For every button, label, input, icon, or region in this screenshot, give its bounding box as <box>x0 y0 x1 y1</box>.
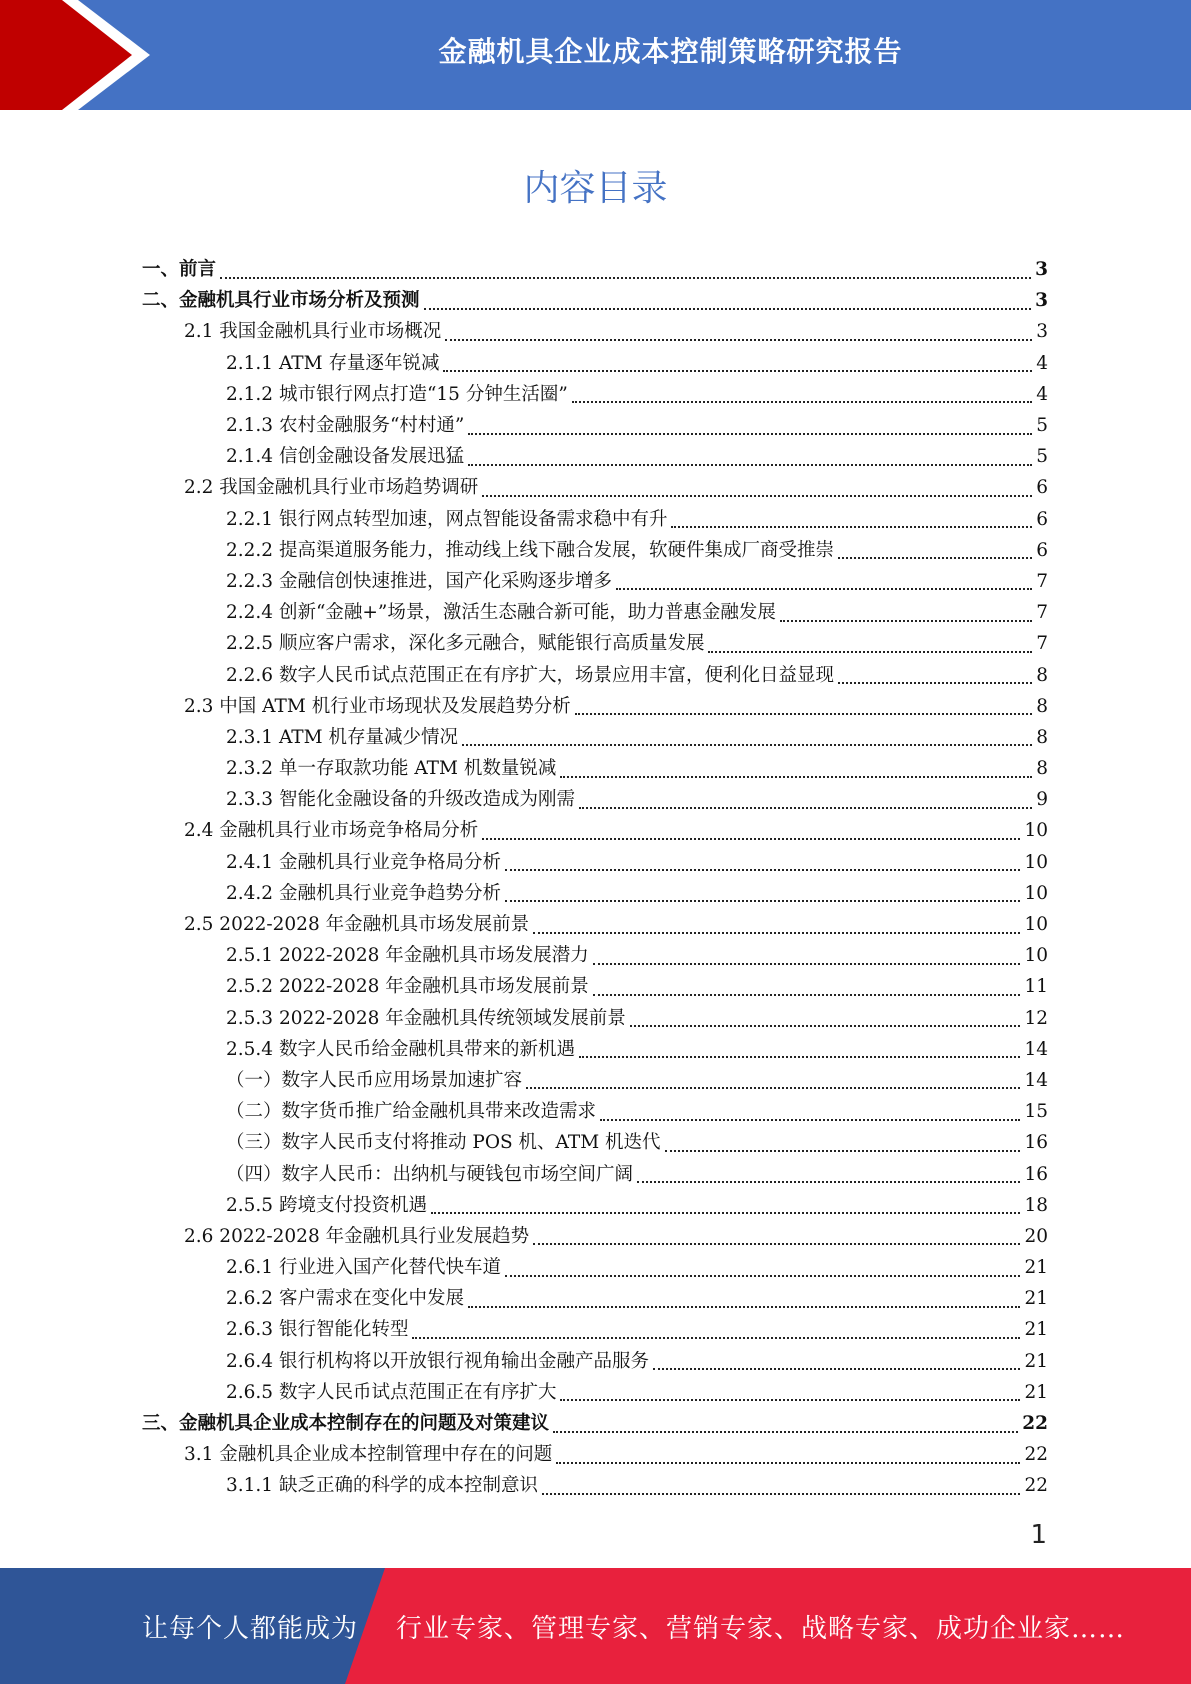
toc-leader-dots <box>838 557 1032 559</box>
toc-entry-page: 21 <box>1024 1288 1048 1310</box>
toc-entry-title: 3.1 金融机具企业成本控制管理中存在的问题 <box>184 1444 553 1466</box>
toc-leader-dots <box>526 1087 1020 1089</box>
toc-leader-dots <box>708 651 1032 653</box>
toc-entry[interactable] <box>142 1221 1048 1252</box>
toc-entry-page: 22 <box>1024 1444 1048 1466</box>
toc-entry-page: 11 <box>1024 976 1048 998</box>
toc-leader-dots <box>443 370 1032 372</box>
toc-entry-title: 2.1.3 农村金融服务“村村通” <box>226 415 465 437</box>
header-arrow-graphic <box>0 0 160 110</box>
toc-leader-dots <box>671 526 1032 528</box>
toc-entry[interactable] <box>142 1158 1048 1189</box>
toc-entry-page: 10 <box>1024 820 1048 842</box>
toc-entry-page: 7 <box>1036 633 1048 655</box>
toc-entry-title: 2.1.1 ATM 存量逐年锐减 <box>226 352 440 374</box>
toc-entry-title: 2.3.3 智能化金融设备的升级改造成为刚需 <box>226 789 575 811</box>
toc-entry-page: 10 <box>1024 851 1048 873</box>
toc-entry-page: 15 <box>1024 1101 1048 1123</box>
toc-leader-dots <box>600 1119 1020 1121</box>
toc-leader-dots <box>445 339 1032 341</box>
toc-entry[interactable] <box>142 1065 1048 1096</box>
toc-entry-title: （三）数字人民币支付将推动 POS 机、ATM 机迭代 <box>226 1132 661 1154</box>
toc-leader-dots <box>665 1150 1021 1152</box>
toc-entry[interactable] <box>142 254 1048 285</box>
toc-entry[interactable] <box>142 940 1048 971</box>
toc-entry[interactable] <box>142 1439 1048 1470</box>
toc-leader-dots <box>575 713 1033 715</box>
toc-leader-dots <box>560 1399 1020 1401</box>
toc-entry[interactable] <box>142 1034 1048 1065</box>
toc-entry-title: （四）数字人民币：出纳机与硬钱包市场空间广阔 <box>226 1163 634 1185</box>
toc-entry[interactable] <box>142 909 1048 940</box>
toc-entry[interactable] <box>142 784 1048 815</box>
toc-entry[interactable] <box>142 722 1048 753</box>
toc-entry[interactable] <box>142 1377 1048 1408</box>
toc-entry[interactable] <box>142 316 1048 347</box>
toc-entry-page: 5 <box>1036 415 1048 437</box>
toc-entry-page: 12 <box>1024 1007 1048 1029</box>
toc-entry-title: 2.5.1 2022-2028 年金融机具市场发展潜力 <box>226 945 589 967</box>
toc-entry-title: 2.3 中国 ATM 机行业市场现状及发展趋势分析 <box>184 695 571 717</box>
toc-entry-title: 2.5.3 2022-2028 年金融机具传统领域发展前景 <box>226 1007 626 1029</box>
toc-entry-page: 21 <box>1024 1350 1048 1372</box>
toc-leader-dots <box>616 588 1032 590</box>
toc-entry-page: 8 <box>1036 758 1048 780</box>
toc-entry-title: 2.5 2022-2028 年金融机具市场发展前景 <box>184 914 530 936</box>
toc-entry[interactable] <box>142 504 1048 535</box>
page-number: 1 <box>1030 1520 1047 1550</box>
toc-entry[interactable] <box>142 1252 1048 1283</box>
toc-entry-page: 8 <box>1036 695 1048 717</box>
toc-leader-dots <box>220 277 1031 279</box>
toc-entry[interactable] <box>142 659 1048 690</box>
toc-leader-dots <box>533 932 1020 934</box>
toc-entry-page: 6 <box>1036 508 1048 530</box>
footer-slogan-left: 让每个人都能成为 <box>142 1613 359 1644</box>
toc-leader-dots <box>637 1181 1020 1183</box>
toc-leader-dots <box>431 1212 1020 1214</box>
toc-entry-title: 2.6.4 银行机构将以开放银行视角输出金融产品服务 <box>226 1350 649 1372</box>
toc-entry[interactable] <box>142 878 1048 909</box>
toc-entry-page: 10 <box>1024 882 1048 904</box>
toc-entry[interactable] <box>142 971 1048 1002</box>
toc-entry[interactable] <box>142 285 1048 316</box>
toc-entry-page: 20 <box>1024 1225 1048 1247</box>
toc-leader-dots <box>630 1025 1021 1027</box>
toc-leader-dots <box>593 994 1021 996</box>
toc-leader-dots <box>468 1306 1020 1308</box>
toc-entry-title: 2.2 我国金融机具行业市场趋势调研 <box>184 477 479 499</box>
toc-entry-page: 16 <box>1024 1132 1048 1154</box>
toc-entry[interactable] <box>142 597 1048 628</box>
toc-entry-title: 2.6.3 银行智能化转型 <box>226 1319 409 1341</box>
toc-entry-title: 2.1.2 城市银行网点打造“15 分钟生活圈” <box>226 383 568 405</box>
toc-entry-page: 22 <box>1022 1413 1048 1435</box>
toc-leader-dots <box>482 495 1032 497</box>
toc-entry-title: 2.5.4 数字人民币给金融机具带来的新机遇 <box>226 1038 575 1060</box>
toc-entry[interactable] <box>142 410 1048 441</box>
toc-entry-title: （二）数字货币推广给金融机具带来改造需求 <box>226 1101 597 1123</box>
toc-entry-title: 2.5.5 跨境支付投资机遇 <box>226 1194 427 1216</box>
toc-entry-page: 14 <box>1024 1069 1048 1091</box>
toc-entry-page: 3 <box>1036 321 1048 343</box>
header-band <box>0 0 1191 110</box>
toc-entry-title: 二、金融机具行业市场分析及预测 <box>142 290 420 312</box>
toc-leader-dots <box>424 308 1032 310</box>
toc-entry[interactable] <box>142 1127 1048 1158</box>
toc-entry[interactable] <box>142 1003 1048 1034</box>
toc-entry-page: 7 <box>1036 570 1048 592</box>
toc-leader-dots <box>593 963 1021 965</box>
toc-leader-dots <box>653 1368 1020 1370</box>
toc-entry-title: 2.2.4 创新“金融+”场景，激活生态融合新可能，助力普惠金融发展 <box>226 602 776 624</box>
toc-entry-title: 三、金融机具企业成本控制存在的问题及对策建议 <box>142 1413 550 1435</box>
toc-leader-dots <box>462 744 1032 746</box>
table-of-contents <box>142 254 1048 1502</box>
toc-entry-title: 2.4 金融机具行业市场竞争格局分析 <box>184 820 479 842</box>
toc-entry-title: 2.6.1 行业进入国产化替代快车道 <box>226 1257 501 1279</box>
report-title: 金融机具企业成本控制策略研究报告 <box>438 35 903 68</box>
toc-leader-dots <box>560 776 1032 778</box>
toc-entry[interactable] <box>142 1346 1048 1377</box>
toc-entry-title: 2.4.2 金融机具行业竞争趋势分析 <box>226 882 501 904</box>
toc-entry-title: 2.3.1 ATM 机存量减少情况 <box>226 726 458 748</box>
toc-leader-dots <box>556 1462 1020 1464</box>
toc-entry[interactable] <box>142 1314 1048 1345</box>
toc-entry-title: 2.5.2 2022-2028 年金融机具市场发展前景 <box>226 976 589 998</box>
toc-entry[interactable] <box>142 1283 1048 1314</box>
toc-entry-title: 3.1.1 缺乏正确的科学的成本控制意识 <box>226 1475 538 1497</box>
toc-entry-page: 10 <box>1024 945 1048 967</box>
footer-slogan-right: 行业专家、管理专家、营销专家、战略专家、成功企业家…… <box>396 1613 1126 1644</box>
toc-entry-title: （一）数字人民币应用场景加速扩容 <box>226 1069 523 1091</box>
toc-entry-title: 2.2.3 金融信创快速推进，国产化采购逐步增多 <box>226 570 612 592</box>
toc-entry-page: 21 <box>1024 1381 1048 1403</box>
toc-entry[interactable] <box>142 441 1048 472</box>
toc-entry[interactable] <box>142 379 1048 410</box>
toc-leader-dots <box>572 401 1032 403</box>
toc-leader-dots <box>482 838 1020 840</box>
toc-entry-title: 2.1.4 信创金融设备发展迅猛 <box>226 446 464 468</box>
toc-leader-dots <box>838 682 1032 684</box>
toc-entry-page: 4 <box>1036 352 1048 374</box>
toc-entry-title: 2.2.2 提高渠道服务能力，推动线上线下融合发展，软硬件集成厂商受推崇 <box>226 539 834 561</box>
toc-entry-page: 21 <box>1024 1319 1048 1341</box>
toc-entry[interactable] <box>142 566 1048 597</box>
toc-entry[interactable] <box>142 691 1048 722</box>
toc-entry-title: 2.6.2 客户需求在变化中发展 <box>226 1288 464 1310</box>
toc-leader-dots <box>505 900 1020 902</box>
toc-leader-dots <box>505 1275 1020 1277</box>
toc-entry[interactable] <box>142 472 1048 503</box>
toc-leader-dots <box>553 1431 1018 1433</box>
toc-entry[interactable] <box>142 1470 1048 1501</box>
toc-entry-page: 5 <box>1036 446 1048 468</box>
toc-entry[interactable] <box>142 628 1048 659</box>
toc-entry[interactable] <box>142 1096 1048 1127</box>
toc-leader-dots <box>542 1493 1020 1495</box>
toc-entry-title: 2.2.6 数字人民币试点范围正在有序扩大，场景应用丰富，便利化日益显现 <box>226 664 834 686</box>
toc-entry-page: 18 <box>1024 1194 1048 1216</box>
toc-entry-page: 3 <box>1035 259 1048 281</box>
toc-entry-title: 2.6 2022-2028 年金融机具行业发展趋势 <box>184 1225 530 1247</box>
toc-entry-title: 一、前言 <box>142 259 217 281</box>
toc-entry-title: 2.6.5 数字人民币试点范围正在有序扩大 <box>226 1381 557 1403</box>
toc-entry-page: 9 <box>1036 789 1048 811</box>
toc-entry[interactable] <box>142 348 1048 379</box>
toc-entry-title: 2.2.1 银行网点转型加速，网点智能设备需求稳中有升 <box>226 508 668 530</box>
footer-band <box>0 1568 1191 1684</box>
toc-entry-title: 2.1 我国金融机具行业市场概况 <box>184 321 442 343</box>
toc-entry-page: 14 <box>1024 1038 1048 1060</box>
toc-leader-dots <box>412 1337 1020 1339</box>
toc-entry[interactable] <box>142 815 1048 846</box>
toc-entry-page: 8 <box>1036 664 1048 686</box>
toc-entry-page: 7 <box>1036 602 1048 624</box>
toc-entry-title: 2.2.5 顺应客户需求，深化多元融合，赋能银行高质量发展 <box>226 633 705 655</box>
toc-entry[interactable] <box>142 753 1048 784</box>
toc-leader-dots <box>579 1056 1020 1058</box>
toc-entry[interactable] <box>142 847 1048 878</box>
toc-leader-dots <box>579 807 1032 809</box>
toc-entry-page: 6 <box>1036 539 1048 561</box>
toc-entry-page: 10 <box>1024 914 1048 936</box>
toc-leader-dots <box>468 433 1032 435</box>
toc-entry-page: 6 <box>1036 477 1048 499</box>
toc-entry[interactable] <box>142 1190 1048 1221</box>
toc-leader-dots <box>505 869 1020 871</box>
toc-entry-page: 16 <box>1024 1163 1048 1185</box>
toc-leader-dots <box>468 464 1032 466</box>
toc-leader-dots <box>533 1243 1020 1245</box>
toc-heading: 内容目录 <box>523 168 668 209</box>
toc-entry[interactable] <box>142 535 1048 566</box>
toc-entry[interactable] <box>142 1408 1048 1439</box>
toc-entry-page: 3 <box>1035 290 1048 312</box>
toc-entry-page: 21 <box>1024 1257 1048 1279</box>
toc-entry-page: 8 <box>1036 726 1048 748</box>
toc-leader-dots <box>780 620 1032 622</box>
toc-entry-title: 2.4.1 金融机具行业竞争格局分析 <box>226 851 501 873</box>
toc-entry-page: 22 <box>1024 1475 1048 1497</box>
toc-entry-title: 2.3.2 单一存取款功能 ATM 机数量锐减 <box>226 758 557 780</box>
toc-entry-page: 4 <box>1036 383 1048 405</box>
